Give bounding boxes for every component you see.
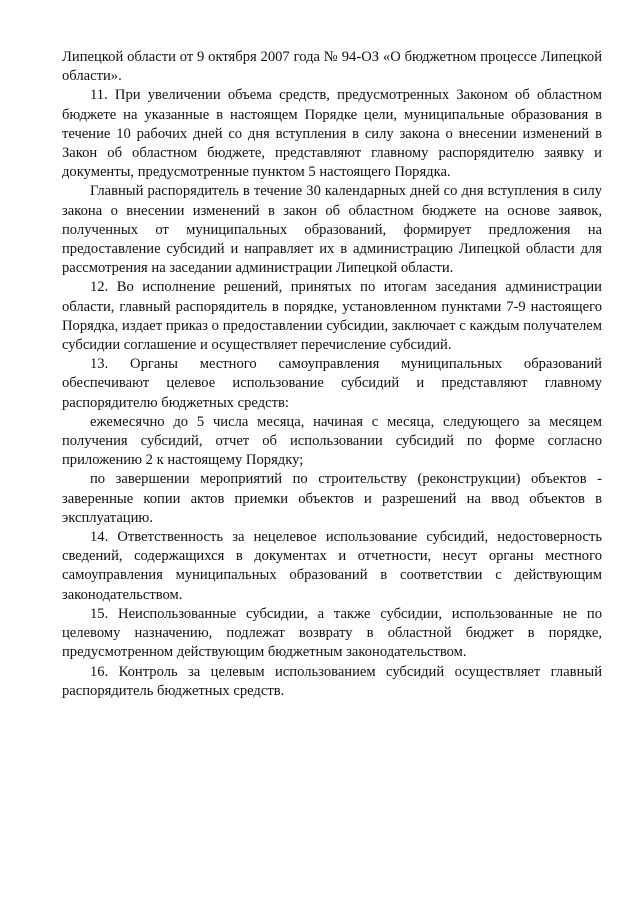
paragraph-intro-continuation: Липецкой области от 9 октября 2007 года № 94-ОЗ «О бюджетном процессе Липецкой области». — [62, 49, 602, 85]
paragraph-clause-14: 14. Ответственность за нецелевое использование субсидий, недостоверность сведений, содержащихся в документах и отчетности, несут органы местного самоуправления муниципальных образований в соответствии с действующим законодательством. — [62, 529, 602, 603]
paragraph-clause-15: 15. Неиспользованные субсидии, а также субсидии, использованные не по целевому назначению, подлежат возврату в областной бюджет в порядке, предусмотренном действующим бюджетным законодательством. — [62, 605, 602, 661]
paragraph-clause-13: 13. Органы местного самоуправления муниципальных образований обеспечивают целевое использование субсидий и представляют главному распорядителю бюджетных средств: — [62, 356, 602, 411]
paragraph-clause-12: 12. Во исполнение решений, принятых по итогам заседания администрации области, главный распорядитель в порядке, установленном пунктами 7-9 настоящего Порядка, издает приказ о предоставлении субсидии, заключает с каждым получателем субсидии соглашение и осуществляет перечисление субсидий. — [62, 279, 602, 354]
document-page — [62, 48, 602, 701]
paragraph-clause-13-monthly-report: ежемесячно до 5 числа месяца, начиная с месяца, следующего за месяцем получения субсидий, отчет об использовании субсидий по форме согласно приложению 2 к настоящему Порядку; — [62, 413, 602, 469]
paragraph-clause-11-continuation: Главный распорядитель в течение 30 календарных дней со дня вступления в силу закона о внесении изменений в закон об областном бюджете на основе заявок, полученных от муниципальных образований, формирует предложения на предоставление субсидий и направляет их в администрацию Липецкой области для рассмотрения на заседании администрации Липецкой области. — [62, 183, 602, 277]
paragraph-clause-11: 11. При увеличении объема средств, предусмотренных Законом об областном бюджете на указанные в настоящем Порядке цели, муниципальные образования в течение 10 рабочих дней со дня вступления в силу закона о внесении изменений в Закон об областном бюджете, представляют главному распорядителю заявку и документы, предусмотренные пунктом 5 настоящего Порядка. — [62, 87, 602, 181]
paragraph-clause-13-completion-docs: по завершении мероприятий по строительству (реконструкции) объектов - заверенные копии актов приемки объектов и разрешений на ввод объектов в эксплуатацию. — [62, 471, 602, 526]
paragraph-clause-16: 16. Контроль за целевым использованием субсидий осуществляет главный распорядитель бюджетных средств. — [62, 663, 602, 699]
